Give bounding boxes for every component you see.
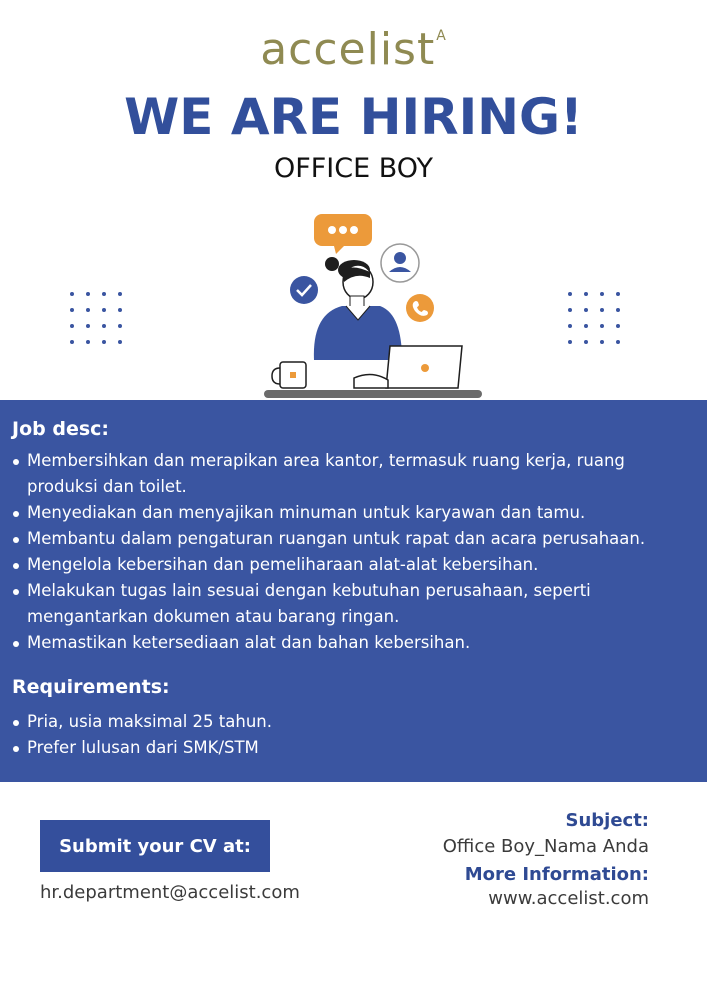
chat-bubble-icon	[314, 214, 372, 254]
brand-logo-mark: A	[436, 28, 447, 44]
user-icon	[381, 244, 419, 282]
requirement-item: Prefer lulusan dari SMK/STM	[12, 735, 692, 761]
contact-email[interactable]: hr.department@accelist.com	[40, 882, 300, 903]
dot-grid-left	[68, 290, 124, 350]
hiring-illustration	[262, 210, 492, 402]
subject-value: Office Boy_Nama Anda	[442, 836, 649, 857]
hiring-headline: WE ARE HIRING!	[124, 88, 583, 146]
position-title: OFFICE BOY	[273, 153, 434, 184]
dot-grid-right	[566, 290, 622, 350]
more-information-label: More Information:	[464, 864, 649, 885]
job-desc-item: Mengelola kebersihan dan pemeliharaan alat-alat kebersihan.	[12, 552, 692, 578]
submit-cv-button[interactable]: Submit your CV at:	[40, 820, 270, 872]
phone-icon	[406, 294, 434, 322]
subject-label: Subject:	[565, 810, 649, 831]
job-desc-heading: Job desc:	[12, 418, 109, 440]
job-desc-item: Melakukan tugas lain sesuai dengan kebutuhan perusahaan, seperti mengantarkan dokumen atau barang ringan.	[12, 578, 692, 630]
brand-logo-text: accelist	[260, 24, 436, 75]
job-desc-item: Membantu dalam pengaturan ruangan untuk rapat dan acara perusahaan.	[12, 526, 692, 552]
requirements-heading: Requirements:	[12, 676, 170, 698]
mug-icon	[272, 362, 306, 388]
job-info-panel	[0, 400, 707, 782]
desk	[264, 390, 482, 398]
job-desc-item: Menyediakan dan menyajikan minuman untuk karyawan dan tamu.	[12, 500, 692, 526]
job-desc-item: Memastikan ketersediaan alat dan bahan kebersihan.	[12, 630, 692, 656]
job-desc-item: Membersihkan dan merapikan area kantor, termasuk ruang kerja, ruang produksi dan toilet.	[12, 448, 692, 500]
job-desc-list	[12, 448, 692, 656]
laptop-icon	[386, 346, 462, 388]
brand-logo	[0, 24, 707, 75]
requirements-list	[12, 709, 692, 761]
website-link[interactable]: www.accelist.com	[488, 888, 649, 909]
requirement-item: Pria, usia maksimal 25 tahun.	[12, 709, 692, 735]
check-icon	[290, 276, 318, 304]
